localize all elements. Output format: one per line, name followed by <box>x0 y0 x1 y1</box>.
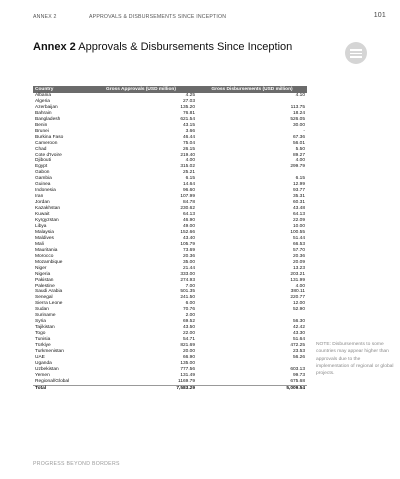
approvals-cell: 219.40 <box>180 152 195 158</box>
country-cell: Morocco <box>35 253 54 259</box>
disbursements-cell: 35.31 <box>292 194 305 200</box>
disbursements-cell: 22.09 <box>292 218 305 224</box>
total-row <box>33 385 307 391</box>
disbursements-cell: 30.00 <box>292 122 305 128</box>
disbursements-cell: 43.30 <box>292 331 305 337</box>
country-cell: Kyrgyzstan <box>35 218 59 224</box>
approvals-cell: 1169.79 <box>178 378 195 384</box>
disbursements-cell: - <box>303 128 305 134</box>
page-header <box>33 12 386 22</box>
disbursements-cell: 23.53 <box>292 348 305 354</box>
approvals-cell: 96.60 <box>182 188 195 194</box>
disbursements-cell: 603.13 <box>290 366 305 372</box>
approvals-cell: 105.79 <box>180 241 195 247</box>
country-cell: Tajikistan <box>35 325 55 331</box>
total-label: Total <box>33 385 85 391</box>
country-cell: Malaysia <box>35 229 54 235</box>
page-title <box>33 41 292 53</box>
disbursements-cell: 66.53 <box>292 241 305 247</box>
disbursements-cell: 20.36 <box>292 253 305 259</box>
country-cell: Burkina Faso <box>35 134 64 140</box>
country-cell: Palestine <box>35 283 55 289</box>
country-cell: Brunei <box>35 128 49 134</box>
page-number: 101 <box>373 12 386 19</box>
disbursements-cell: 12.99 <box>292 182 305 188</box>
approvals-cell: 49.00 <box>182 223 195 229</box>
country-cell: Bangladesh <box>35 116 61 122</box>
approvals-cell: 22.00 <box>182 331 195 337</box>
approvals-cell: 135.00 <box>180 360 195 366</box>
disbursements-cell: 99.73 <box>292 372 305 378</box>
approvals-cell: 35.00 <box>182 259 195 265</box>
approvals-cell: 84.78 <box>182 200 195 206</box>
disbursements-cell: 56.30 <box>292 319 305 325</box>
country-cell: Maldives <box>35 235 54 241</box>
disbursements-cell: 18.24 <box>292 110 305 116</box>
disbursements-cell: 4.10 <box>295 93 305 98</box>
disbursements-cell: 56.01 <box>292 140 305 146</box>
country-cell: Kuwait <box>35 212 50 218</box>
disbursements-cell: 67.36 <box>292 134 305 140</box>
approvals-cell: 621.54 <box>180 116 195 122</box>
country-cell: Türkiye <box>35 343 51 349</box>
country-cell: Nigeria <box>35 271 51 277</box>
column-header-disbursements: Gross Disbursements (USD million) <box>197 86 307 93</box>
approvals-table <box>33 86 307 392</box>
approvals-cell: 501.35 <box>180 289 195 295</box>
country-cell: Saudi Arabia <box>35 289 63 295</box>
disbursements-cell: 113.75 <box>290 104 305 110</box>
approvals-cell: 66.90 <box>182 354 195 360</box>
disbursements-cell: 203.21 <box>290 271 305 277</box>
disbursements-cell: 675.68 <box>290 378 305 384</box>
disbursements-cell: 51.64 <box>292 337 305 343</box>
country-cell: Egypt <box>35 164 48 170</box>
approvals-cell: 21.44 <box>182 265 195 271</box>
approvals-cell: 6.00 <box>185 301 195 307</box>
country-cell: Niger <box>35 265 47 271</box>
logo-icon <box>345 42 367 64</box>
disbursements-cell: 4.00 <box>295 283 305 289</box>
approvals-cell: 20.00 <box>182 348 195 354</box>
approvals-cell: 25.21 <box>182 170 195 176</box>
country-cell: Togo <box>35 331 46 337</box>
disbursements-cell: 299.79 <box>290 164 305 170</box>
country-cell: Turkmenistan <box>35 348 64 354</box>
approvals-cell: 43.50 <box>182 325 195 331</box>
approvals-cell: 43.40 <box>182 235 195 241</box>
country-cell: Albania <box>35 93 52 98</box>
country-cell: Kazakhstan <box>35 206 61 212</box>
approvals-cell: 46.44 <box>182 134 195 140</box>
country-cell: Pakistan <box>35 277 54 283</box>
disbursements-cell: 13.23 <box>292 265 305 271</box>
country-cell: Uganda <box>35 360 52 366</box>
approvals-cell: 274.93 <box>180 277 195 283</box>
approvals-cell: 73.69 <box>182 247 195 253</box>
approvals-cell: 241.50 <box>180 295 195 301</box>
country-cell: Regional/Global <box>35 378 70 384</box>
country-cell: Indonesia <box>35 188 56 194</box>
country-cell: UAE <box>35 354 45 360</box>
approvals-cell: 4.25 <box>185 93 195 98</box>
footer-text: PROGRESS BEYOND BORDERS <box>33 461 120 467</box>
approvals-cell: 131.49 <box>180 372 195 378</box>
title-prefix: Annex 2 <box>33 41 76 53</box>
approvals-cell: 64.13 <box>182 212 195 218</box>
approvals-cell: 135.20 <box>180 104 195 110</box>
disbursements-cell: 131.99 <box>290 277 305 283</box>
disbursements-cell: 4.00 <box>295 158 305 164</box>
approvals-cell: 2.00 <box>185 313 195 319</box>
annex-label: ANNEX 2 <box>33 14 57 20</box>
column-header-approvals: Gross Approvals (USD million) <box>85 86 197 93</box>
disbursements-cell: 93.77 <box>292 188 305 194</box>
approvals-cell: 4.00 <box>185 158 195 164</box>
approvals-cell: 821.69 <box>180 343 195 349</box>
table-header-row <box>33 86 307 93</box>
disbursements-cell: 57.70 <box>292 247 305 253</box>
country-cell: Uzbekistan <box>35 366 59 372</box>
approvals-cell: 152.66 <box>180 229 195 235</box>
country-cell: Libya <box>35 223 47 229</box>
country-cell: Benin <box>35 122 48 128</box>
approvals-cell: 6.15 <box>185 176 195 182</box>
country-cell: Cote d'Ivoire <box>35 152 62 158</box>
disbursements-cell: 20.09 <box>292 259 305 265</box>
disbursements-cell: 64.13 <box>292 212 305 218</box>
total-approvals: 7,583.29 <box>85 385 197 391</box>
country-cell: Bahrain <box>35 110 52 116</box>
country-cell: Mali <box>35 241 44 247</box>
total-disbursements: 5,009.54 <box>197 385 307 391</box>
approvals-cell: 27.03 <box>182 98 195 104</box>
approvals-cell: 107.99 <box>180 194 195 200</box>
disbursements-cell: 472.25 <box>290 343 305 349</box>
disbursements-cell: 220.77 <box>290 295 305 301</box>
disbursements-cell: 5.50 <box>295 146 305 152</box>
approvals-cell: 70.76 <box>182 307 195 313</box>
country-cell: Gabon <box>35 170 50 176</box>
country-cell: Jordan <box>35 200 50 206</box>
disbursements-cell: 526.05 <box>290 116 305 122</box>
approvals-cell: 26.15 <box>182 146 195 152</box>
disbursements-cell: 43.48 <box>292 206 305 212</box>
disbursements-cell: 42.42 <box>292 325 305 331</box>
approvals-cell: 777.56 <box>180 366 195 372</box>
approvals-cell: 54.71 <box>182 337 195 343</box>
country-cell: Yemen <box>35 372 50 378</box>
country-cell: Suriname <box>35 313 56 319</box>
approvals-cell: 333.00 <box>180 271 195 277</box>
column-header-country: Country <box>33 86 85 93</box>
approvals-cell: 3.66 <box>185 128 195 134</box>
country-cell: Senegal <box>35 295 53 301</box>
approvals-cell: 69.52 <box>182 319 195 325</box>
disbursements-cell: 100.55 <box>290 229 305 235</box>
country-cell: Djibouti <box>35 158 51 164</box>
country-cell: Guinea <box>35 182 51 188</box>
approvals-cell: 75.04 <box>182 140 195 146</box>
approvals-cell: 43.15 <box>182 122 195 128</box>
approvals-cell: 315.02 <box>180 164 195 170</box>
disbursements-cell: 10.00 <box>292 223 305 229</box>
country-cell: Syria <box>35 319 46 325</box>
country-cell: Tunisia <box>35 337 51 343</box>
country-cell: Cameroon <box>35 140 58 146</box>
approvals-cell: 14.64 <box>182 182 195 188</box>
approvals-cell: 7.00 <box>185 283 195 289</box>
disbursements-cell: 89.27 <box>292 152 305 158</box>
disbursements-cell: 12.00 <box>292 301 305 307</box>
country-cell: Azerbaijan <box>35 104 58 110</box>
disbursements-cell: 380.11 <box>290 289 305 295</box>
title-text: Approvals & Disbursements Since Inception <box>78 41 293 53</box>
disbursements-cell: 51.44 <box>292 235 305 241</box>
country-cell: Algeria <box>35 98 50 104</box>
disbursements-cell: 6.15 <box>295 176 305 182</box>
country-cell: Chad <box>35 146 47 152</box>
approvals-cell: 46.90 <box>182 218 195 224</box>
section-label: APPROVALS & DISBURSEMENTS SINCE INCEPTION <box>89 14 227 20</box>
country-cell: Sudan <box>35 307 49 313</box>
disbursements-cell: 52.90 <box>292 307 305 313</box>
disbursements-cell: 60.31 <box>292 200 305 206</box>
approvals-cell: 20.36 <box>182 253 195 259</box>
country-cell: Iran <box>35 194 44 200</box>
approvals-cell: 230.62 <box>180 206 195 212</box>
approvals-cell: 76.81 <box>182 110 195 116</box>
country-cell: Mauritania <box>35 247 58 253</box>
country-cell: Sierra Leone <box>35 301 63 307</box>
country-cell: Gambia <box>35 176 52 182</box>
disbursement-note: NOTE: Disbursements to some countries may appear higher than approvals due to the implementation of regional or global projects. <box>316 342 394 377</box>
disbursements-cell: 56.26 <box>292 354 305 360</box>
country-cell: Mozambique <box>35 259 63 265</box>
